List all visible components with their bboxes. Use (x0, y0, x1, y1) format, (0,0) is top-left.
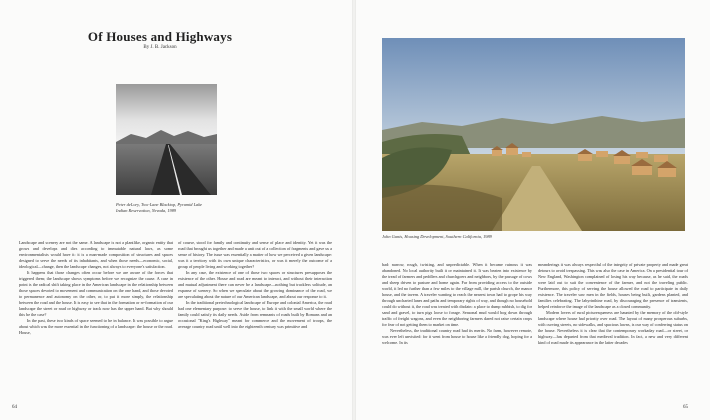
paragraph: Nevertheless, the traditional country road had its merits. No farm, however remote, was ever left unvisited: for it went from house to house like a friendly dog, hoping for a welcome. In its (382, 328, 532, 345)
housing-development-photo (382, 38, 685, 231)
paragraph: It happens that those changes often occur before we are aware of the forces that triggered them; the landscape shows symptoms before we recognize the cause. A case in point is the radical shift taking place in the American landscape in the relationship between those spaces devoted to movement and communication on the one hand, and those devoted to permanence and autonomy on the other, or, to put it more simply, the relationship between the road and the house. It is easy to see that in the formation or re-formation of our landscape the street or road or highway or track now has the upper hand. But why should this be the case? (19, 270, 173, 317)
paragraph: In any case, the existence of one of those two spaces or structures presupposes the existence of the other. House and road are meant to interact, and without their interaction and mutual adjustment there can never be a landscape—nothing but trackless solitude, an expanse of scenery. So when we speculate about the growing dominance of the road, we are speculating about the nature of our American landscape, and about our response to it. (178, 270, 332, 299)
article-title: Of Houses and Highways (87, 29, 233, 44)
page-number-right: 65 (683, 405, 688, 410)
caption-left-line2: Indian Reservation, Nevada, 1989 (116, 207, 177, 213)
text-column-1 (19, 240, 173, 400)
page-number-left: 64 (12, 405, 17, 410)
left-page (0, 0, 352, 420)
paragraph: bad: narrow, rough, twisting, and unpredictable. When it became ruinous it was abandoned. No local authority built it or maintained it. It was beaten into existence by the tread of farmers and peddlers and churchgoers and neighbors, by the passage of cows and sheep driven to pasture and home again. Far from providing access to the outside world, it led no further than a few miles to the village mill, the parish church, the manor house, and the tavern. A traveler wanting to reach the nearest town had to grope his way through uncharted lanes and paths and temporary rights of way, and though no household could do without it, the road was treated with disdain: a place to dump rubbish, to dig for sand and gravel, to turn pigs loose to forage. Seasonal mud would bog down through traffic of freight wagons, and even the neighboring farmers dared not raise certain crops for fear of not getting them to market on time. (382, 262, 532, 327)
paragraph: Landscape and scenery are not the same. A landscape is not a plantlike, organic entity that grows and develops and dies according to immutable natural laws, as some environmentalists would have it: it is a man-made composition of structures and spaces designed to serve the needs of its inhabitants, and when those needs—economic, social, ideological—change, then the landscape changes, not always to everyone's satisfaction. (19, 240, 173, 269)
paragraph: meanderings it was always respectful of the integrity of private property and made great detours to avoid trespassing. This was also the case in America. On a presidential tour of New England, Washington complained of losing his way because, as he said, the roads were laid out to suit the convenience of the farmer, and not the traveling public. Furthermore, this policy of serving the house allowed the road to participate in daily existence. The traveler saw men in the fields, houses being built, gardens planted, and families celebrating. The labyrinthine road, by discouraging the presence of transients, helped reinforce the image of the landscape as a closed community. (538, 262, 688, 309)
caption-left-line1: Peter deLory, Two-Lane Blacktop, Pyramid Lake (116, 202, 203, 207)
paragraph: In the traditional pretechnological landscape of Europe and colonial America, the road had one elementary purpose: to serve the house, to link it with the small world where the family could satisfy its daily needs. Aside from remnants of roads built by Romans and an occasional "King's Highway" meant for commerce and the movement of troops, the average country road until well into the eighteenth century was primitive and (178, 300, 332, 329)
two-lane-blacktop-photo (116, 84, 217, 195)
figure-caption-right: John Ganis, Housing Development, Southern California, 1989 (382, 234, 492, 239)
figure-caption-left (116, 202, 236, 213)
text-column-2 (178, 240, 332, 400)
paragraph: In the past, these two kinds of space seemed to be in balance. It was possible to argue about which was the more essential in the functioning of a landscape: the house or the road. House, (19, 318, 173, 335)
article-byline: By J. B. Jackson (143, 45, 177, 50)
text-column-4 (538, 262, 688, 402)
paragraph: Modern lovers of rural picturesqueness are haunted by the memory of the old-style landscape where house had priority over road. The layout of many prosperous suburbs, with curving streets, no sidewalks, and spacious lawns, is our way of conferring status on the house. Nevertheless it is clear that the contemporary workaday road—or street, or highway—has departed from that medieval tradition. In fact, a new and very different kind of road made its appearance in the latter decades (538, 310, 688, 345)
paragraph: of course, stood for family and continuity and sense of place and identity. Yet it was the road that brought us together and made a unit out of a collection of fragments and gave us a sense of history. The issue was essentially a matter of how we perceived a given landscape: was it a territory with its own unique characteristics, or was it merely the outcome of a group of people living and working together? (178, 240, 332, 269)
text-column-3 (382, 262, 532, 402)
